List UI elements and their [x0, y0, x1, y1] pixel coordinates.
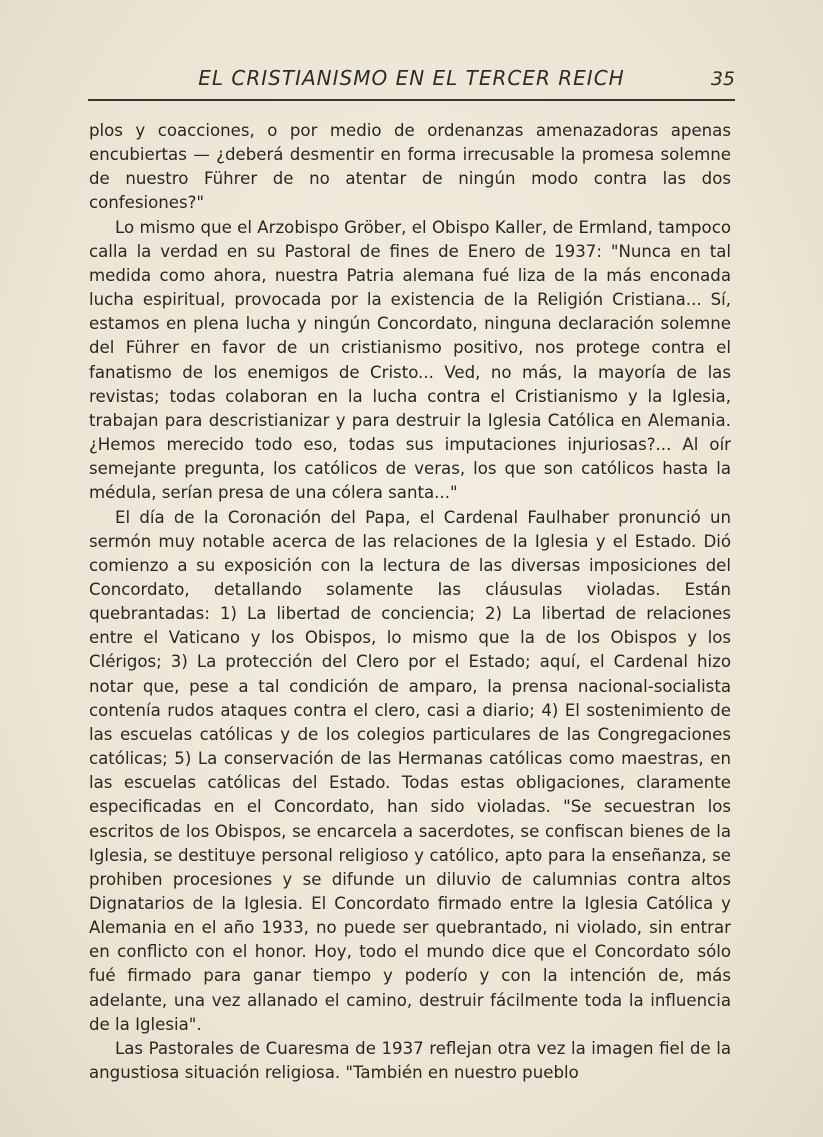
header-rule: [88, 99, 735, 101]
paragraph-kaller-pastoral: Lo mismo que el Arzobispo Gröber, el Obispo Kaller, de Ermland, tampoco calla la verdad en su Pastoral de fines de Enero de 1937: "Nunca en tal medida como ahora, nuestra Patria alemana fué liza de la más enconada lucha espiritual, provocada por la existencia de la Religión Cristiana... Sí, estamos en plena lucha y ningún Concordato, ninguna declaración solemne del Führer en favor de un cristianismo positivo, nos protege contra el fanatismo de los enemigos de Cristo... Ved, no más, la mayoría de las revistas; todas colaboran en la lucha contra el Cristianismo y la Iglesia, trabajan para descristianizar y para destruir la Iglesia Católica en Alemania. ¿Hemos merecido todo eso, todas sus imputaciones injuriosas?... Al oír semejante pregunta, los católicos de veras, los que son católicos hasta la médula, serían presa de una cólera santa...": [89, 217, 731, 503]
paragraph-lent-pastorals: Las Pastorales de Cuaresma de 1937 reflejan otra vez la imagen fiel de la angustiosa situación religiosa. "También en nuestro pueblo: [89, 1038, 731, 1083]
paragraph-faulhaber-sermon: El día de la Coronación del Papa, el Cardenal Faulhaber pronunció un sermón muy notable acerca de las relaciones de la Iglesia y el Estado. Dió comienzo a su exposición con la lectura de las diversas imposiciones del Concordato, detallando solamente las cláusulas violadas. Están quebrantadas: 1) La libertad de conciencia; 2) La libertad de relaciones entre el Vaticano y los Obispos, lo mismo que la de los Obispos y los Clérigos; 3) La protección del Clero por el Estado; aquí, el Cardenal hizo notar que, pese a tal condición de amparo, la prensa nacional-socialista contenía rudos ataques contra el clero, casi a diario; 4) El sostenimiento de las escuelas católicas y de los colegios particulares de las Congregaciones católicas; 5) La conservación de las Hermanas católicas como maestras, en las escuelas católicas del Estado. Todas estas obligaciones, claramente especificadas en el Concordato, han sido violadas. "Se secuestran los escritos de los Obispos, se encarcela a sacerdotes, se confiscan bienes de la Iglesia, se destituye personal religioso y católico, apto para la enseñanza, se prohiben procesiones y se difunde un diluvio de calumnias contra altos Dignatarios de la Iglesia. El Concordato firmado entre la Iglesia Católica y Alemania en el año 1933, no puede ser quebrantado, ni violado, sin entrar en conflicto con el honor. Hoy, todo el mundo dice que el Concordato sólo fué firmado para ganar tiempo y poderío y con la intención de, más adelante, una vez allanado el camino, destruir fácilmente toda la influencia de la Iglesia".: [89, 507, 731, 1034]
running-header: [88, 66, 735, 96]
body-text: [89, 119, 731, 1085]
running-title: EL CRISTIANISMO EN EL TERCER REICH: [198, 66, 625, 90]
page-number: 35: [710, 68, 735, 90]
paragraph-continued: plos y coacciones, o por medio de ordenanzas amenazadoras apenas encubiertas — ¿deberá desmentir en forma irrecusable la promesa solemne de nuestro Führer de no atentar de ningún modo contra las dos confesiones?": [89, 121, 731, 213]
